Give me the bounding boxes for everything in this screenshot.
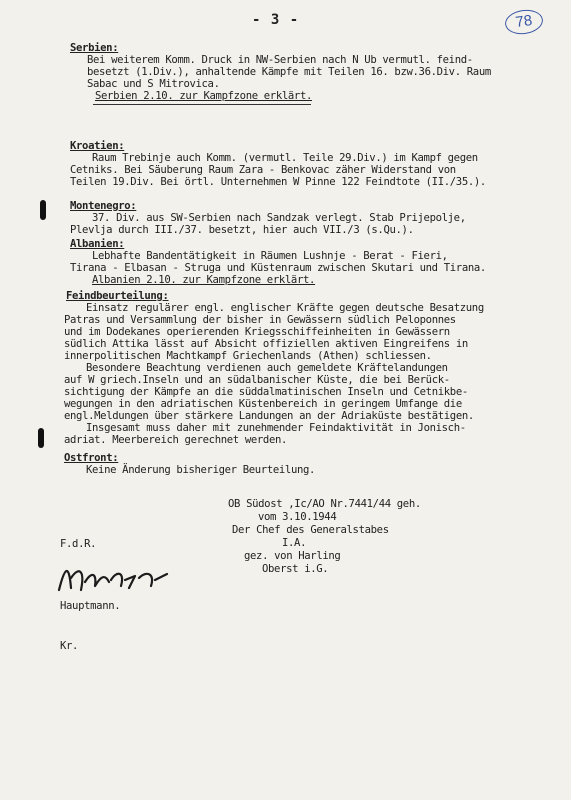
kr-label: Kr. [60,640,79,652]
text-line: Tirana - Elbasan - Struga und Küstenraum zwischen Skutari und Tirana. [70,262,486,274]
text-line: südlich Attika lässt auf Absicht offiziellen aktiven Eingreifens in [64,338,468,350]
handwritten-signature [55,560,175,600]
text-line: engl.Meldungen über stärkere Landungen an der Adriaküste bestätigen. [64,410,474,422]
date-line: vom 3.10.1944 [258,511,337,523]
section-heading-feindbeurteilung: Feindbeurteilung: [66,290,169,302]
text-line: Cetniks. Bei Säuberung Raum Zara - Benkovac zäher Widerstand von [70,164,456,176]
section-heading-kroatien: Kroatien: [70,140,125,152]
margin-mark [40,200,46,220]
chief-of-staff-line: Der Chef des Generalstabes [232,524,389,536]
text-line-emphasis: Albanien 2.10. zur Kampfzone erklärt. [92,274,316,286]
text-line: Teilen 19.Div. Bei örtl. Unternehmen W Pinne 122 Feindtote (II./35.). [70,176,486,188]
text-line: Sabac und S Mitrovica. [87,78,220,90]
text-line: und im Dodekanes operierenden Kriegsschiffeinheiten in Gewässern [64,326,450,338]
text-line: Plevlja durch III./37. besetzt, hier auch VII./3 (s.Qu.). [70,224,414,236]
text-line: Insgesamt muss daher mit zunehmender Feindaktivität in Jonisch- [86,422,466,434]
text-line: auf W griech.Inseln und an südalbanischer Küste, die bei Berück- [64,374,450,386]
text-line: besetzt (1.Div.), anhaltende Kämpfe mit Teilen 16. bzw.36.Div. Raum [87,66,491,78]
archive-stamp: 78 [504,7,545,36]
text-line-emphasis: Serbien 2.10. zur Kampfzone erklärt. [95,90,313,102]
text-line: adriat. Meerbereich gerechnet werden. [64,434,288,446]
section-heading-montenegro: Montenegro: [70,200,137,212]
section-heading-serbien: Serbien: [70,42,119,54]
handwritten-underline [93,104,311,105]
reference-line: OB Südost ,Ic/AO Nr.7441/44 geh. [228,498,421,510]
text-line: Patras und Versammlung der bisher in Gewässern südlich Peloponnes [64,314,456,326]
text-line: Einsatz regulärer engl. englischer Kräfte gegen deutsche Besatzung [86,302,484,314]
text-line: Keine Änderung bisheriger Beurteilung. [86,464,316,476]
text-line: Raum Trebinje auch Komm. (vermutl. Teile 29.Div.) im Kampf gegen [92,152,478,164]
signatory-name: gez. von Harling [244,550,341,562]
page-number: - 3 - [252,12,300,28]
text-line: 37. Div. aus SW-Serbien nach Sandzak verlegt. Stab Prijepolje, [92,212,466,224]
signatory-rank: Oberst i.G. [262,563,329,575]
text-line: Lebhafte Bandentätigkeit in Räumen Lushnje - Berat - Fieri, [92,250,448,262]
section-heading-ostfront: Ostfront: [64,452,119,464]
text-line: Bei weiterem Komm. Druck in NW-Serbien nach N Ub vermutl. feind- [87,54,473,66]
margin-mark [38,428,44,448]
text-line: sichtigung der Kämpfe an die süddalmatinischen Inseln und Cetnikbe- [64,386,468,398]
fdr-label: F.d.R. [60,538,97,550]
text-line: innerpolitischen Machtkampf Griechenlands (Athen) schliessen. [64,350,432,362]
text-line: Besondere Beachtung verdienen auch gemeldete Kräftelandungen [86,362,448,374]
text-line: wegungen in den adriatischen Küstenbereich in geringem Umfange die [64,398,462,410]
ia-line: I.A. [282,537,307,549]
officer-rank: Hauptmann. [60,600,121,612]
section-heading-albanien: Albanien: [70,238,125,250]
